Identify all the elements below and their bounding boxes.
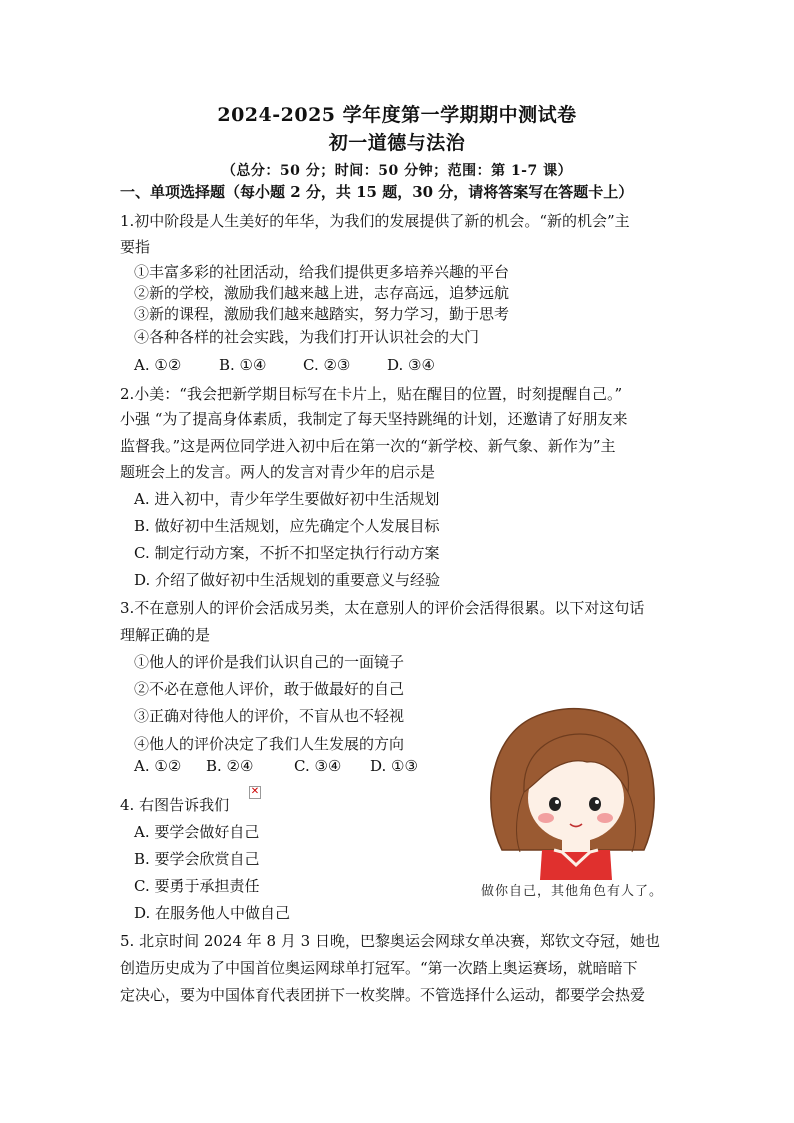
q3-stem-line2: 理解正确的是	[120, 626, 211, 644]
q3-option-b[interactable]: B. ②④	[206, 757, 254, 775]
left-cheek	[538, 813, 554, 823]
q1-option-a[interactable]: A. ①②	[134, 356, 182, 374]
q2-stem-line3: 监督我。”这是两位同学进入初中后在第一次的“新学校、新气象、新作为”主	[120, 437, 616, 455]
q5-stem-line2: 创造历史成为了中国首位奥运网球单打冠军。“第一次踏上奥运赛场，就暗暗下	[120, 959, 638, 977]
girl-drawing	[462, 700, 682, 880]
q1-item-1: ①丰富多彩的社团活动，给我们提供更多培养兴趣的平台	[134, 263, 510, 281]
q1-option-c[interactable]: C. ②③	[303, 356, 351, 374]
q3-stem-line1: 3.不在意别人的评价会活成另类，太在意别人的评价会活得很累。以下对这句话	[120, 599, 645, 617]
q1-option-b[interactable]: B. ①④	[219, 356, 267, 374]
q2-stem-line2: 小强 “为了提高身体素质，我制定了每天坚持跳绳的计划，还邀请了好朋友来	[120, 410, 628, 428]
q1-option-d[interactable]: D. ③④	[387, 356, 435, 374]
q1-item-2: ②新的学校，激励我们越来越上进，志存高远，追梦远航	[134, 284, 510, 302]
q2-option-d[interactable]: D. 介绍了做好初中生活规划的重要意义与经验	[134, 571, 441, 589]
q4-option-a[interactable]: A. 要学会做好自己	[134, 823, 260, 841]
exam-subject: 初一道德与法治	[328, 132, 466, 154]
exam-title: 2024-2025 学年度第一学期期中测试卷	[217, 104, 577, 126]
q4-option-b[interactable]: B. 要学会欣赏自己	[134, 850, 260, 868]
q1-stem-line2: 要指	[120, 238, 151, 256]
q2-option-a[interactable]: A. 进入初中，青少年学生要做好初中生活规划	[134, 490, 440, 508]
q3-option-d[interactable]: D. ①③	[370, 757, 418, 775]
q2-stem-line1: 2.小美：“我会把新学期目标写在卡片上，贴在醒目的位置，时刻提醒自己。”	[120, 385, 623, 403]
q2-stem-line4: 题班会上的发言。两人的发言对青少年的启示是	[120, 463, 436, 481]
right-eye	[589, 797, 601, 811]
q5-stem-line3: 定决心，要为中国体育代表团拼下一枚奖牌。不管选择什么运动，都要学会热爱	[120, 986, 646, 1004]
q4-option-d[interactable]: D. 在服务他人中做自己	[134, 904, 291, 922]
q3-item-1: ①他人的评价是我们认识自己的一面镜子	[134, 653, 405, 671]
left-eye	[549, 797, 561, 811]
q3-option-c[interactable]: C. ③④	[294, 757, 342, 775]
q3-item-3: ③正确对待他人的评价，不盲从也不轻视	[134, 707, 405, 725]
exam-info: （总分：50 分；时间：50 分钟；范围：第 1-7 课）	[221, 163, 573, 179]
q1-item-3: ③新的课程，激励我们越来越踏实，努力学习，勤于思考	[134, 305, 510, 323]
q4-stem: 4. 右图告诉我们	[120, 796, 230, 814]
q3-item-4: ④他人的评价决定了我们人生发展的方向	[134, 735, 405, 753]
q5-stem-line1: 5. 北京时间 2024 年 8 月 3 日晚，巴黎奥运会网球女单决赛，郑钦文夺冠，她也	[120, 932, 660, 950]
section-heading: 一、单项选择题（每小题 2 分，共 15 题，30 分，请将答案写在答题卡上）	[120, 183, 634, 201]
broken-image-icon: ✕	[250, 786, 260, 797]
q2-option-b[interactable]: B. 做好初中生活规划，应先确定个人发展目标	[134, 517, 440, 535]
q3-item-2: ②不必在意他人评价，敢于做最好的自己	[134, 680, 405, 698]
q1-stem-line1: 1.初中阶段是人生美好的年华，为我们的发展提供了新的机会。“新的机会”主	[120, 212, 630, 230]
figure-caption: 做你自己，其他角色有人了。	[480, 884, 663, 899]
q1-item-4: ④各种各样的社会实践，为我们打开认识社会的大门	[134, 328, 480, 346]
girl-illustration	[462, 700, 682, 905]
right-cheek	[597, 813, 613, 823]
q2-option-c[interactable]: C. 制定行动方案，不折不扣坚定执行行动方案	[134, 544, 440, 562]
q4-option-c[interactable]: C. 要勇于承担责任	[134, 877, 260, 895]
q3-option-a[interactable]: A. ①②	[134, 757, 182, 775]
